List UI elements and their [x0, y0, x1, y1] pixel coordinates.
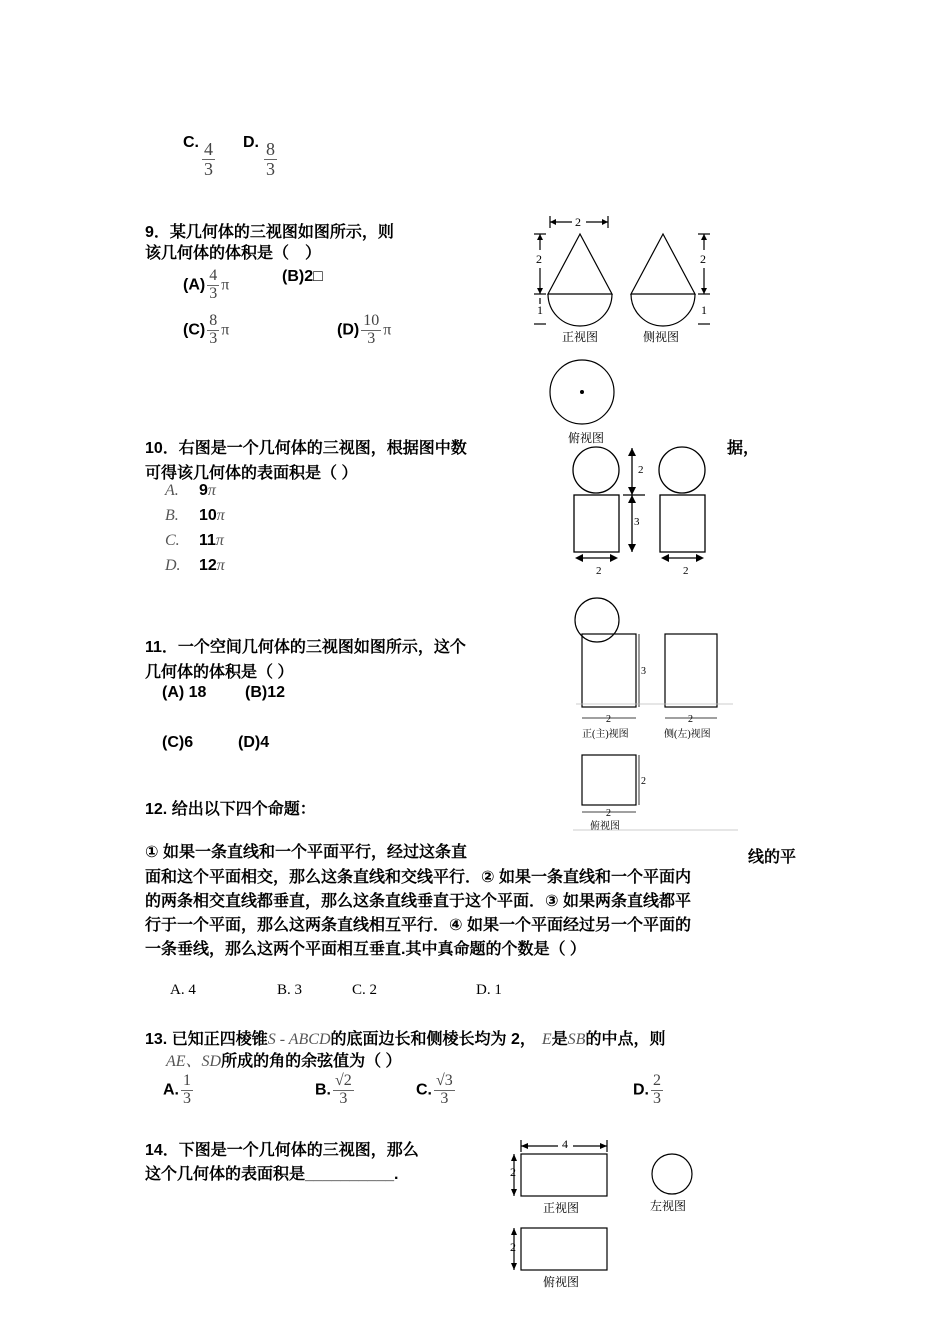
dim-label: 2	[683, 565, 689, 577]
front-view-rect	[582, 634, 636, 707]
q13-math-e: E	[541, 1031, 552, 1048]
q12-option-d: D. 1	[476, 982, 502, 998]
q9-option-d-label: (D)	[337, 321, 360, 339]
option-label: D.	[633, 1081, 649, 1099]
arrow-head	[701, 234, 707, 240]
center-dot	[580, 390, 584, 394]
arrow-head	[661, 554, 669, 562]
fraction-numerator: 1	[183, 1072, 191, 1089]
q10-option-c	[165, 532, 224, 550]
pi-symbol: π	[221, 276, 230, 294]
q12-line4: 行于一个平面，那么这两条直线相互平行．④ 如果一个平面经过另一个平面的	[145, 917, 691, 934]
q9-option-c-fraction	[207, 313, 219, 348]
q8-option-d	[243, 134, 259, 152]
q11-line2: 几何体的体积是（ ）	[145, 664, 294, 681]
q14-line2	[145, 1161, 398, 1184]
front-view-cylinder	[574, 495, 619, 552]
dim-label: 1	[701, 303, 707, 317]
arrow-head	[701, 288, 707, 294]
q10-line1-end: 据，	[727, 440, 760, 457]
q13-line2	[166, 1048, 402, 1071]
dim-label: 3	[641, 666, 646, 677]
arrow-head	[575, 554, 583, 562]
fraction-denominator: 3	[440, 1089, 449, 1107]
fraction-denominator: 3	[653, 1089, 661, 1107]
q9-line1: 9．某几何体的三视图如图所示，则	[145, 224, 394, 241]
q13-text: 的中点，则	[585, 1031, 666, 1048]
arrow-head	[511, 1189, 517, 1196]
pi-symbol: π	[383, 321, 392, 339]
q12-option-a: A. 4	[170, 982, 196, 998]
dim-label: 3	[634, 516, 640, 528]
fraction-numerator: √3	[436, 1072, 453, 1089]
front-view-label: 正视图	[562, 330, 599, 344]
pi-symbol: π	[216, 507, 225, 524]
q10-option-b	[165, 507, 225, 525]
fraction-denominator: 3	[367, 329, 376, 347]
side-view-triangle	[631, 234, 695, 294]
q8-option-c-fraction	[202, 140, 215, 179]
q13-line1	[145, 1026, 665, 1049]
q8-option-d-label: D.	[243, 134, 259, 151]
side-view-cylinder	[660, 495, 705, 552]
front-view-rect	[521, 1154, 607, 1196]
dim-label: 2	[510, 1240, 516, 1254]
q11-option-a: (A) 18	[162, 684, 207, 701]
q13-text: 的底面边长和侧棱长均为 2，	[330, 1031, 536, 1048]
pi-symbol: π	[216, 557, 225, 574]
dim-label: 2	[638, 464, 644, 476]
pi-symbol: π	[221, 321, 230, 339]
q13-math-sb: SB	[567, 1031, 586, 1048]
q8-option-c	[183, 134, 199, 152]
q14-line1: 14．下图是一个几何体的三视图，那么	[145, 1142, 419, 1159]
fraction-denominator: 3	[266, 158, 275, 179]
q9-option-b	[282, 268, 323, 286]
fraction-denominator: 3	[183, 1089, 191, 1107]
q9-option-b-label: (B)2	[282, 268, 314, 285]
q12-line1: ① 如果一条直线和一个平面平行，经过这条直	[145, 844, 467, 861]
q12-line1-end: 线的平	[748, 849, 797, 866]
front-view-semicircle	[548, 294, 612, 326]
q10-three-view-figure	[565, 440, 725, 590]
option-value: 9	[199, 482, 208, 499]
dim-label: 2	[700, 252, 706, 266]
arrow-head	[537, 234, 543, 240]
q9-option-a-label: (A)	[183, 276, 206, 294]
answer-blank: __________.	[305, 1166, 399, 1183]
q9-option-c	[183, 313, 229, 348]
fraction-denominator: 3	[204, 158, 213, 179]
option-letter: C.	[165, 532, 180, 549]
arrow-head	[696, 554, 704, 562]
arrow-head	[521, 1143, 528, 1149]
dim-label: 2	[641, 776, 646, 787]
dim-label: 1	[537, 303, 543, 317]
top-view-rect	[521, 1228, 607, 1270]
option-letter: B.	[165, 507, 179, 524]
q14-three-view-figure	[503, 1132, 703, 1292]
top-view-label: 俯视图	[590, 821, 620, 832]
q10-option-d	[165, 557, 225, 575]
q12-line3: 的两条相交直线都垂直，那么这条直线垂直于这个平面．③ 如果两条直线都平	[145, 893, 691, 910]
pi-symbol: π	[207, 482, 216, 499]
q13-option-d	[633, 1073, 665, 1108]
q13-option-c	[416, 1073, 457, 1108]
q13-option-a	[163, 1073, 195, 1108]
q9-line2: 该几何体的体积是（ ）	[145, 245, 322, 262]
q9-three-view-figure	[528, 210, 728, 450]
fraction-numerator: 10	[363, 312, 380, 329]
front-view-sphere	[573, 447, 619, 493]
q11-option-c: (C)6	[162, 734, 194, 751]
side-view-label: 侧视图	[643, 330, 680, 344]
fraction-numerator: 8	[209, 312, 218, 329]
side-view-semicircle	[631, 294, 695, 326]
arrow-head	[602, 219, 608, 225]
dim-label: 2	[536, 252, 542, 266]
q13-text: 是	[551, 1031, 568, 1048]
fraction-denominator: 3	[209, 329, 218, 347]
q10-option-a	[165, 482, 216, 500]
q13-option-a-fraction	[181, 1073, 193, 1108]
q10-line2: 可得该几何体的表面积是（ ）	[145, 465, 358, 482]
dim-label: 2	[606, 808, 611, 819]
top-view-rect	[582, 755, 636, 805]
option-label: C.	[416, 1081, 432, 1099]
q13-option-b	[315, 1073, 356, 1108]
q9-option-a-fraction	[207, 268, 219, 303]
left-view-circle	[652, 1154, 692, 1194]
front-view-label: 正视图	[543, 1201, 580, 1215]
q13-text: 所成的角的余弦值为（ ）	[221, 1053, 402, 1070]
q14-text: 这个几何体的表面积是	[145, 1166, 306, 1183]
option-value: 11	[199, 532, 216, 549]
arrow-head	[511, 1154, 517, 1161]
dim-label: 2	[688, 714, 693, 725]
q8-option-d-fraction	[264, 140, 277, 179]
option-label: B.	[315, 1081, 331, 1099]
option-label: A.	[163, 1081, 179, 1099]
q12-line5: 一条垂线，那么这两个平面相互垂直.其中真命题的个数是（ ）	[145, 941, 586, 958]
option-value: 12	[199, 557, 217, 574]
option-value: 10	[199, 507, 217, 524]
arrow-head	[511, 1263, 517, 1270]
arrow-head	[628, 495, 636, 503]
option-letter: A.	[165, 482, 179, 499]
dim-label: 4	[562, 1137, 568, 1151]
side-view-sphere	[659, 447, 705, 493]
fraction-numerator: 4	[204, 139, 213, 159]
dim-label: 2	[606, 714, 611, 725]
fraction-denominator: 3	[339, 1089, 348, 1107]
dim-label: 2	[575, 215, 581, 229]
front-view-label: 正(主)视图	[582, 729, 629, 740]
top-view-label: 俯视图	[543, 1275, 580, 1289]
q13-math-pyramid: S - ABCD	[267, 1031, 331, 1048]
top-view-label: 俯视图	[568, 431, 605, 445]
q11-line1: 11．一个空间几何体的三视图如图所示，这个	[145, 639, 466, 656]
q12-title: 12. 给出以下四个命题：	[145, 801, 316, 818]
fraction-numerator: 4	[209, 267, 218, 284]
arrow-head	[600, 1143, 607, 1149]
box-symbol: □	[313, 268, 323, 285]
fraction-numerator: 2	[653, 1072, 661, 1089]
q13-option-c-fraction	[434, 1073, 455, 1108]
fraction-denominator: 3	[209, 284, 218, 302]
side-view-label: 侧(左)视图	[664, 729, 711, 740]
q13-option-b-fraction	[333, 1073, 354, 1108]
arrow-head	[550, 219, 556, 225]
q13-option-d-fraction	[651, 1073, 663, 1108]
arrow-head	[628, 544, 636, 552]
fraction-numerator: √2	[335, 1072, 352, 1089]
arrow-head	[511, 1228, 517, 1235]
arrow-head	[628, 487, 636, 495]
q9-option-d	[337, 313, 391, 348]
q12-option-b: B. 3	[277, 982, 303, 998]
q13-math-lines: AE、SD	[166, 1053, 222, 1070]
q9-option-c-label: (C)	[183, 321, 206, 339]
arrow-head	[537, 288, 543, 294]
front-view-triangle	[548, 234, 612, 294]
q11-option-d: (D)4	[238, 734, 270, 751]
q10-line1: 10．右图是一个几何体的三视图，根据图中数	[145, 440, 467, 457]
option-letter: D.	[165, 557, 181, 574]
arrow-head	[610, 554, 618, 562]
q13-text: 13. 已知正四棱锥	[145, 1031, 268, 1048]
q12-option-c: C. 2	[352, 982, 378, 998]
q11-three-view-figure	[568, 592, 748, 837]
left-view-label: 左视图	[650, 1199, 687, 1213]
q9-option-a	[183, 268, 229, 303]
fraction-numerator: 8	[266, 139, 275, 159]
dim-label: 2	[596, 565, 602, 577]
dim-label: 2	[510, 1165, 516, 1179]
q8-option-c-label: C.	[183, 134, 199, 151]
q9-option-d-fraction	[361, 313, 381, 348]
q11-option-b: (B)12	[245, 684, 286, 701]
side-view-rect	[665, 634, 717, 707]
pi-symbol: π	[215, 532, 224, 549]
arrow-head	[628, 448, 636, 456]
q12-line2: 面和这个平面相交，那么这条直线和交线平行．② 如果一条直线和一个平面内	[145, 869, 691, 886]
